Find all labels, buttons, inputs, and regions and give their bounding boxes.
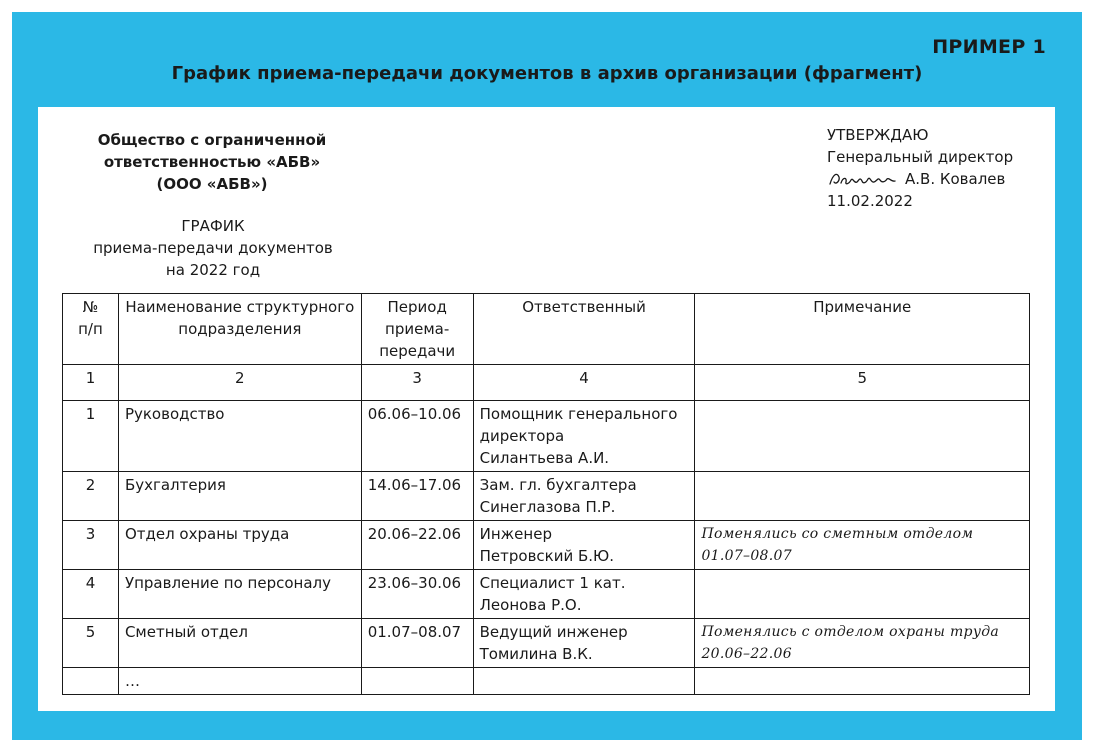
column-number: 4 bbox=[473, 365, 695, 401]
figure-frame bbox=[12, 12, 1082, 740]
responsible-line: Инженер bbox=[479, 525, 552, 543]
handwritten-note: Поменялись со сметным отделом bbox=[701, 526, 974, 542]
document-heading bbox=[78, 215, 348, 281]
approval-title: УТВЕРЖДАЮ bbox=[827, 126, 929, 144]
note-cell bbox=[695, 472, 1030, 521]
handwritten-note: 20.06–22.06 bbox=[701, 646, 792, 662]
example-label: ПРИМЕР 1 bbox=[932, 36, 1046, 58]
signature-line bbox=[827, 168, 1013, 190]
header-text: № bbox=[82, 298, 99, 316]
row-number: 1 bbox=[63, 401, 119, 472]
heading-line: ГРАФИК bbox=[181, 217, 245, 235]
signature-icon bbox=[827, 169, 899, 189]
note-cell bbox=[695, 521, 1030, 570]
handwritten-note: 01.07–08.07 bbox=[701, 548, 792, 564]
row-number: 4 bbox=[63, 570, 119, 619]
heading-line: на 2022 год bbox=[165, 261, 261, 279]
signature-name: А.В. Ковалев bbox=[905, 170, 1006, 188]
note-cell bbox=[695, 401, 1030, 472]
note-cell bbox=[695, 570, 1030, 619]
responsible-line: директора bbox=[479, 427, 565, 445]
responsible-line: Ведущий инженер bbox=[479, 623, 628, 641]
table-row bbox=[63, 570, 1030, 619]
header-text: подразделения bbox=[178, 320, 302, 338]
header-number bbox=[63, 294, 119, 365]
column-number: 1 bbox=[63, 365, 119, 401]
table-row bbox=[63, 472, 1030, 521]
header-text: Наименование структурного bbox=[125, 298, 355, 316]
department-cell: Отдел охраны труда bbox=[118, 521, 361, 570]
row-number: 5 bbox=[63, 619, 119, 668]
note-cell bbox=[695, 668, 1030, 695]
column-number: 3 bbox=[361, 365, 473, 401]
responsible-cell bbox=[473, 472, 695, 521]
header-department bbox=[118, 294, 361, 365]
responsible-cell bbox=[473, 570, 695, 619]
row-number bbox=[63, 668, 119, 695]
period-cell: 20.06–22.06 bbox=[361, 521, 473, 570]
approval-position: Генеральный директор bbox=[827, 148, 1014, 166]
department-cell: Руководство bbox=[118, 401, 361, 472]
responsible-cell bbox=[473, 619, 695, 668]
department-cell: Управление по персоналу bbox=[118, 570, 361, 619]
row-number: 3 bbox=[63, 521, 119, 570]
period-cell: 01.07–08.07 bbox=[361, 619, 473, 668]
organization-line: Общество с ограниченной bbox=[97, 131, 327, 149]
responsible-line: Петровский Б.Ю. bbox=[479, 547, 615, 565]
handwritten-note: Поменялись с отделом охраны труда bbox=[701, 624, 1000, 640]
responsible-line: Синеглазова П.Р. bbox=[479, 498, 616, 516]
column-number-row bbox=[63, 365, 1030, 401]
schedule-table bbox=[62, 293, 1030, 695]
responsible-cell bbox=[473, 521, 695, 570]
organization-line: (ООО «АБВ») bbox=[156, 175, 268, 193]
responsible-cell bbox=[473, 401, 695, 472]
note-cell bbox=[695, 619, 1030, 668]
responsible-cell bbox=[473, 668, 695, 695]
department-cell: Бухгалтерия bbox=[118, 472, 361, 521]
header-responsible bbox=[473, 294, 695, 365]
header-text: п/п bbox=[78, 320, 103, 338]
header-note bbox=[695, 294, 1030, 365]
responsible-line: Леонова Р.О. bbox=[479, 596, 582, 614]
column-number: 2 bbox=[118, 365, 361, 401]
period-cell: 06.06–10.06 bbox=[361, 401, 473, 472]
figure-title: График приема-передачи документов в архив организации (фрагмент) bbox=[171, 63, 923, 84]
header-text: Примечание bbox=[813, 298, 912, 316]
responsible-line: Помощник генерального bbox=[479, 405, 678, 423]
responsible-line: Силантьева А.И. bbox=[479, 449, 610, 467]
table-header-row bbox=[63, 294, 1030, 365]
ellipsis-cell: … bbox=[118, 668, 361, 695]
header-text: Ответственный bbox=[522, 298, 646, 316]
approval-date: 11.02.2022 bbox=[827, 192, 913, 210]
header-period bbox=[361, 294, 473, 365]
row-number: 2 bbox=[63, 472, 119, 521]
period-cell bbox=[361, 668, 473, 695]
table-row bbox=[63, 521, 1030, 570]
table-row bbox=[63, 619, 1030, 668]
responsible-line: Специалист 1 кат. bbox=[479, 574, 626, 592]
department-cell: Сметный отдел bbox=[118, 619, 361, 668]
responsible-line: Томилина В.К. bbox=[479, 645, 593, 663]
table-row bbox=[63, 401, 1030, 472]
organization-line: ответственностью «АБВ» bbox=[103, 153, 321, 171]
period-cell: 23.06–30.06 bbox=[361, 570, 473, 619]
organization-name bbox=[82, 129, 342, 195]
heading-line: приема-передачи документов bbox=[93, 239, 333, 257]
header-text: Период bbox=[387, 298, 447, 316]
column-number: 5 bbox=[695, 365, 1030, 401]
header-text: передачи bbox=[379, 342, 456, 360]
header-text: приема- bbox=[385, 320, 450, 338]
period-cell: 14.06–17.06 bbox=[361, 472, 473, 521]
responsible-line: Зам. гл. бухгалтера bbox=[479, 476, 637, 494]
approval-stamp bbox=[827, 124, 1013, 212]
table-row-continuation bbox=[63, 668, 1030, 695]
document-sheet bbox=[38, 107, 1055, 711]
